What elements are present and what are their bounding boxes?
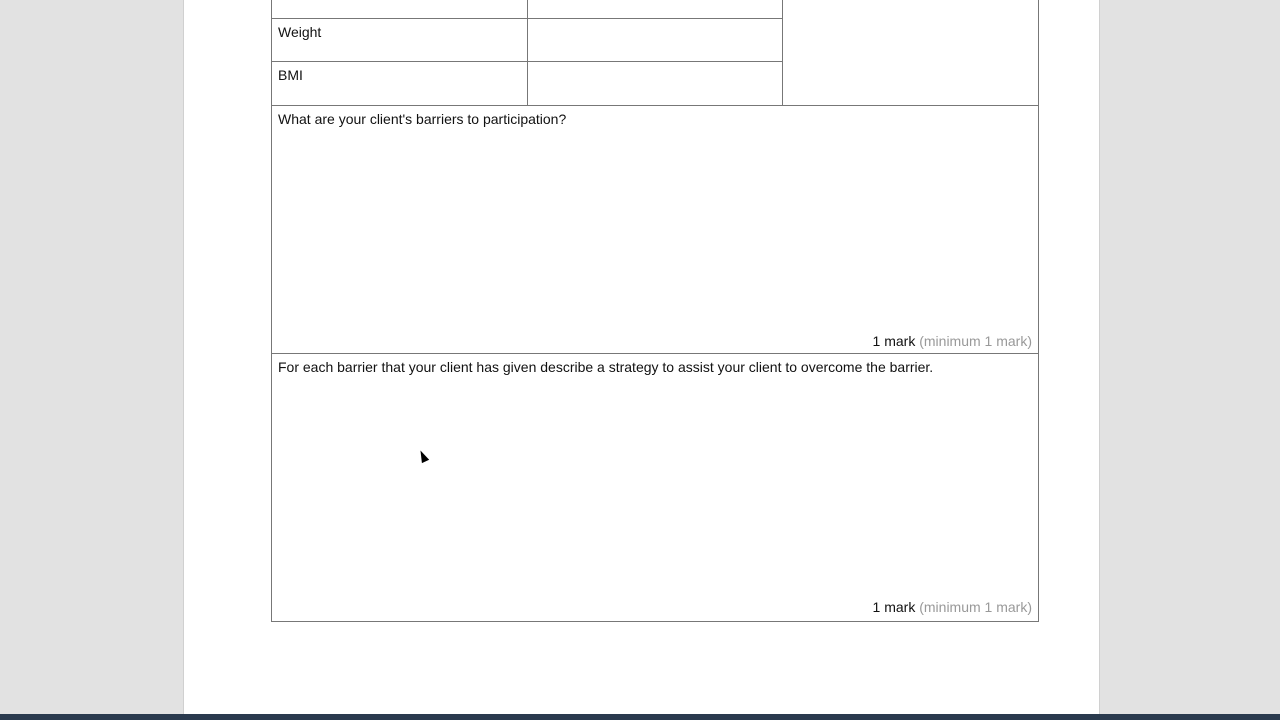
mark-value: 1 mark xyxy=(872,599,916,615)
bmi-value-cell[interactable] xyxy=(527,61,783,106)
table-cell-side[interactable] xyxy=(782,0,1039,106)
strategy-mark xyxy=(873,597,1032,617)
table-cell-label[interactable] xyxy=(271,0,528,19)
mark-minimum: (minimum 1 mark) xyxy=(919,599,1032,615)
strategy-question: For each barrier that your client has given describe a strategy to assist your client to overcome the barrier. xyxy=(278,359,934,375)
barriers-question: What are your client's barriers to participation? xyxy=(278,111,567,127)
taskbar xyxy=(0,714,1280,720)
barriers-mark xyxy=(873,333,1032,349)
barriers-question-cell[interactable] xyxy=(271,105,1039,354)
strategy-question-cell[interactable] xyxy=(271,353,1039,622)
weight-label: Weight xyxy=(278,24,322,40)
mark-minimum: (minimum 1 mark) xyxy=(919,333,1032,349)
weight-label-cell xyxy=(271,18,528,62)
weight-value-cell[interactable] xyxy=(527,18,783,62)
mark-value: 1 mark xyxy=(872,333,916,349)
table-cell-value[interactable] xyxy=(527,0,783,19)
bmi-label-cell xyxy=(271,61,528,106)
bmi-label: BMI xyxy=(278,67,303,83)
